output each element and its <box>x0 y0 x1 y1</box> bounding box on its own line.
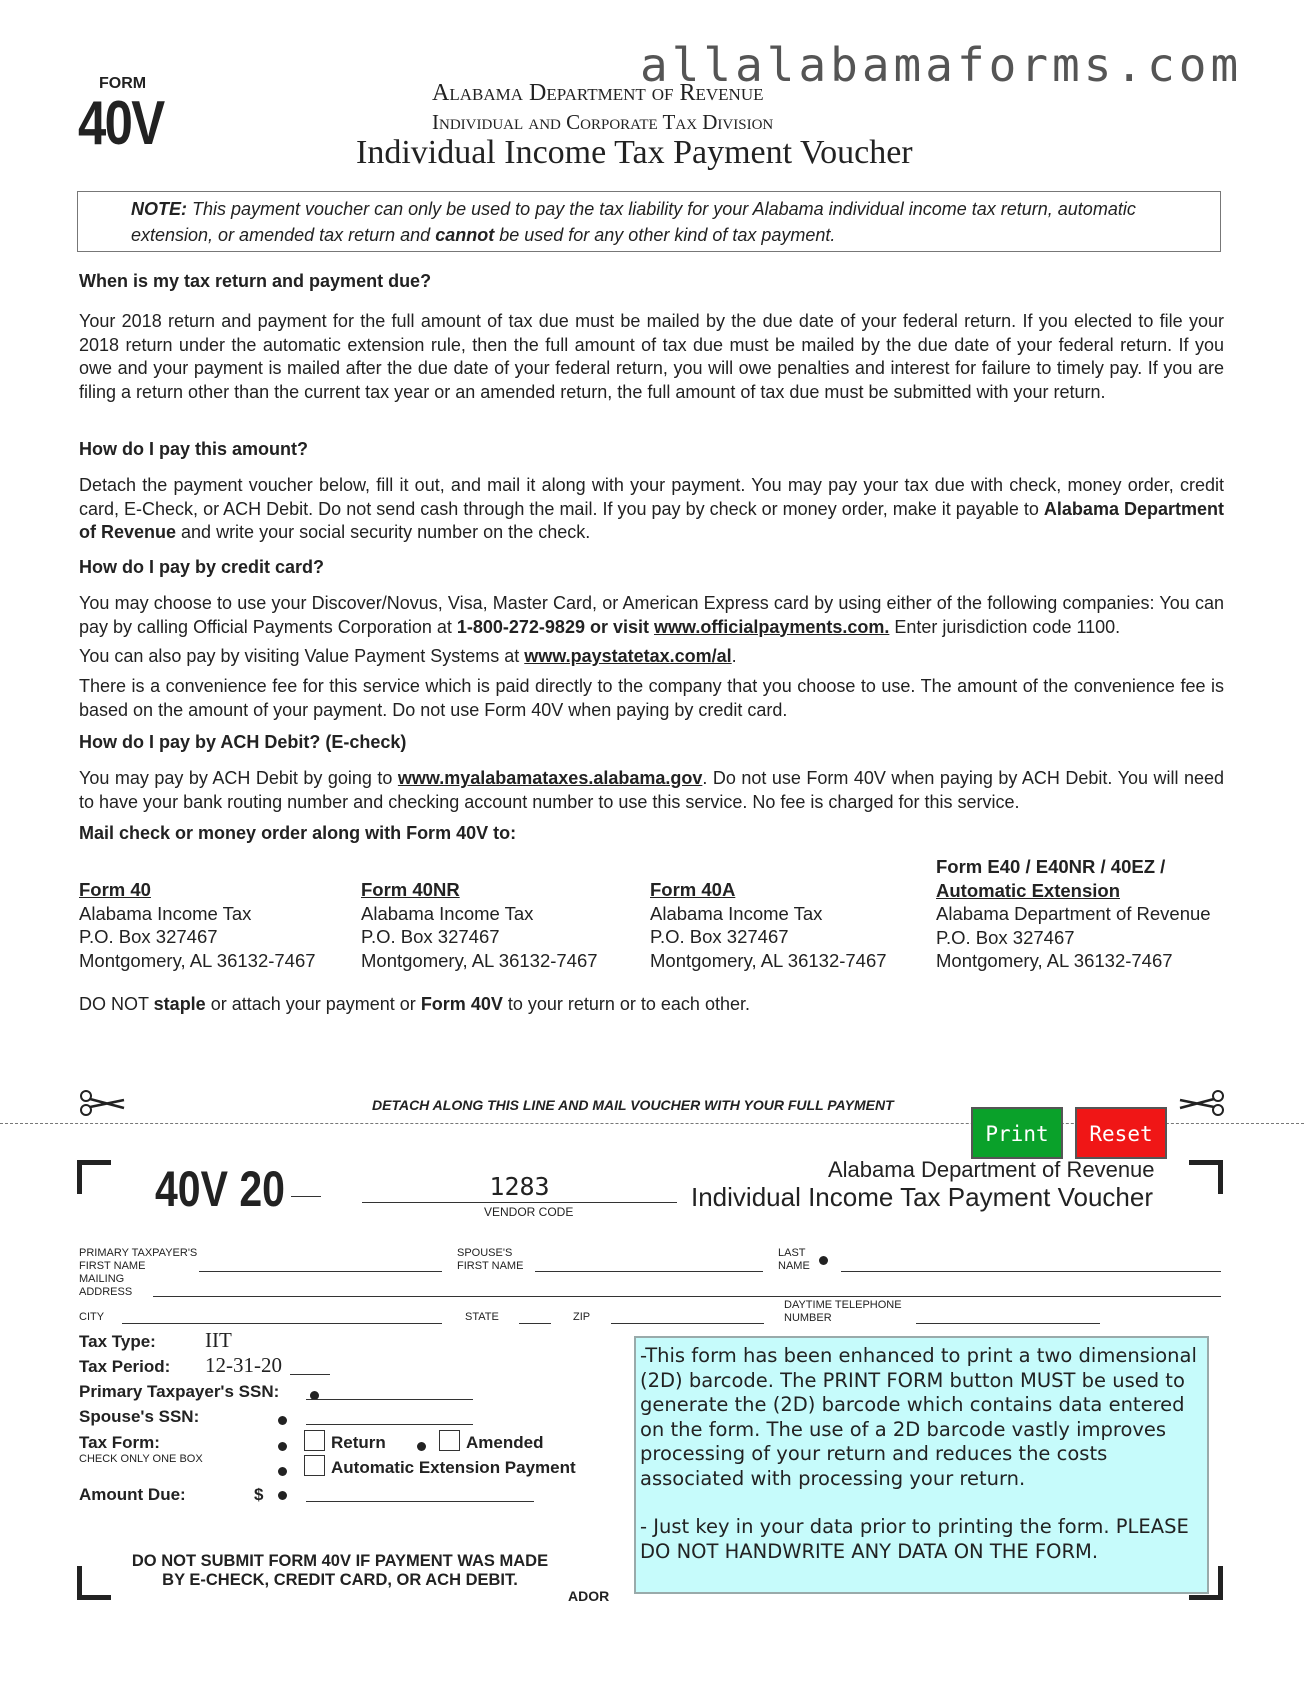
voucher-title: Individual Income Tax Payment Voucher <box>691 1182 1154 1212</box>
ach-text: You may pay by ACH Debit by going to www.myalabamataxes.alabama.gov. Do not use Form 40V when paying by ACH Debit. You will need to have your bank routing number and checking account number to use this service. No fee is charged for this service. <box>79 768 1224 812</box>
credit-card-heading: How do I pay by credit card? <box>79 557 325 577</box>
page-title: Individual Income Tax Payment Voucher <box>356 134 913 171</box>
zip-field[interactable] <box>611 1323 764 1324</box>
spouse-ssn-label: Spouse's SSN: <box>79 1407 200 1426</box>
auto-extension-label: Automatic Extension Payment <box>331 1458 576 1477</box>
phone-field[interactable] <box>916 1323 1100 1324</box>
mail-address-form-40a: Form 40A Alabama Income Tax P.O. Box 327467 Montgomery, AL 36132-7467 <box>650 879 887 971</box>
site-watermark: allalabamaforms.com <box>640 38 1243 92</box>
mail-address-form-40: Form 40 Alabama Income Tax P.O. Box 327467 Montgomery, AL 36132-7467 <box>79 879 316 971</box>
city-label: CITY <box>79 1311 105 1323</box>
staple-warning: DO NOT staple or attach your payment or Form 40V to your return or to each other. <box>79 994 750 1014</box>
ador-label: ADOR <box>568 1588 610 1604</box>
last-name-field[interactable] <box>841 1271 1221 1272</box>
barcode-info-box: -This form has been enhanced to print a two dimensional (2D) barcode. The PRINT FORM button MUST be used to generate the (2D) barcode which contains data entered on the form. The use of a 2D barcode vastly improves processing of your return and reduces the costs associated with processing your return. - Just key in your data prior to printing the form. PLEASE DO NOT HANDWRITE ANY DATA ON THE FORM. <box>634 1336 1209 1594</box>
primary-first-name-label: PRIMARY TAXPAYER'S FIRST NAME <box>79 1247 198 1272</box>
form-number: 40V <box>78 89 164 158</box>
voucher-dept: Alabama Department of Revenue <box>828 1157 1155 1182</box>
tax-type-label: Tax Type: <box>79 1332 156 1351</box>
mailing-address-field[interactable] <box>153 1296 1221 1297</box>
official-payments-link[interactable]: www.officialpayments.com. <box>653 616 890 637</box>
zip-label: ZIP <box>573 1311 591 1323</box>
mail-heading: Mail check or money order along with Form 40V to: <box>79 823 517 843</box>
phone-label: DAYTIME TELEPHONE NUMBER <box>784 1299 902 1324</box>
value-payment-text: You can also pay by visiting Value Payment Systems at www.paystatetax.com/al. <box>79 646 737 666</box>
state-label: STATE <box>465 1311 499 1323</box>
pay-heading: How do I pay this amount? <box>79 439 308 459</box>
convenience-fee-text: There is a convenience fee for this service which is paid directly to the company that you choose to use. The amount of the convenience fee is based on the amount of your payment. Do not use Form 40V when paying by credit card. <box>79 676 1224 720</box>
department-name: Alabama Department of Revenue <box>432 80 764 106</box>
note-label: NOTE: <box>131 199 187 219</box>
paystatetax-link[interactable]: www.paystatetax.com/al <box>524 646 732 666</box>
mail-address-extension: Form E40 / E40NR / 40EZ / Automatic Extension Alabama Department of Revenue P.O. Box 327467 Montgomery, AL 36132-7467 <box>936 856 1211 971</box>
amount-due-field[interactable] <box>306 1501 534 1502</box>
reset-button[interactable]: Reset <box>1075 1107 1167 1159</box>
auto-extension-checkbox[interactable] <box>304 1455 325 1476</box>
primary-first-name-field[interactable] <box>199 1271 442 1272</box>
amended-checkbox[interactable] <box>439 1430 460 1451</box>
primary-ssn-label: Primary Taxpayer's SSN: <box>79 1382 280 1401</box>
due-heading: When is my tax return and payment due? <box>79 271 432 291</box>
primary-ssn-field[interactable] <box>306 1399 473 1400</box>
mailing-address-label: MAILING ADDRESS <box>79 1273 133 1298</box>
required-dot <box>819 1256 828 1265</box>
note-text: NOTE: This payment voucher can only be used to pay the tax liability for your Alabama individual income tax return, automatic extension, or amended tax return and cannot be used for any other kind of tax payment. <box>131 199 1136 245</box>
return-label: Return <box>331 1433 386 1452</box>
vendor-code-label: VENDOR CODE <box>484 1205 574 1219</box>
amount-due-label: Amount Due: <box>79 1485 186 1504</box>
vendor-code-field: 1283 <box>362 1172 677 1203</box>
corner-mark <box>77 1160 111 1194</box>
scissors-icon <box>1178 1088 1226 1123</box>
amended-label: Amended <box>466 1433 544 1452</box>
pay-text: Detach the payment voucher below, fill it out, and mail it along with your payment. You may pay your tax due with check, money order, credit card, E-Check, or ACH Debit. Do not send cash through the mail. If you pay by check or money order, make it payable to Alabama Department of Revenue and write your social security number on the check. <box>79 475 1224 542</box>
ach-heading: How do I pay by ACH Debit? (E-check) <box>79 732 407 752</box>
credit-card-text: You may choose to use your Discover/Novus, Visa, Master Card, or American Express card by using either of the following companies: You can pay by calling Official Payments Corporation at 1-800-272-9829 or visit www.officialpayments.com. Enter jurisdiction code 1100. <box>79 593 1224 637</box>
last-name-label: LAST NAME <box>778 1247 810 1272</box>
spouse-first-name-label: SPOUSE'S FIRST NAME <box>457 1247 524 1272</box>
spouse-ssn-field[interactable] <box>306 1424 473 1425</box>
tax-period-value: 12-31-20 <box>205 1353 282 1377</box>
required-dot <box>278 1467 287 1476</box>
required-dot <box>278 1416 287 1425</box>
submission-warning: DO NOT SUBMIT FORM 40V IF PAYMENT WAS MADE BY E-CHECK, CREDIT CARD, OR ACH DEBIT. <box>131 1552 549 1589</box>
tax-period-year-field[interactable] <box>290 1374 330 1375</box>
required-dot <box>278 1491 287 1500</box>
form-label: FORM <box>99 75 147 92</box>
state-field[interactable] <box>519 1323 551 1324</box>
required-dot <box>278 1442 287 1451</box>
detach-instruction: DETACH ALONG THIS LINE AND MAIL VOUCHER WITH YOUR FULL PAYMENT <box>372 1097 894 1113</box>
print-button[interactable]: Print <box>971 1107 1063 1159</box>
dollar-sign: $ <box>254 1485 264 1504</box>
tax-form-label: Tax Form: <box>79 1433 160 1452</box>
return-checkbox[interactable] <box>304 1430 325 1451</box>
corner-mark <box>1189 1160 1223 1194</box>
tax-type-value: IIT <box>205 1328 232 1352</box>
division-name: Individual and Corporate Tax Division <box>432 110 774 134</box>
spouse-first-name-field[interactable] <box>535 1271 763 1272</box>
tax-period-label: Tax Period: <box>79 1357 171 1376</box>
check-one-label: CHECK ONLY ONE BOX <box>79 1453 203 1465</box>
voucher-code: 40V 20 <box>155 1161 285 1217</box>
mail-address-form-40nr: Form 40NR Alabama Income Tax P.O. Box 327467 Montgomery, AL 36132-7467 <box>361 879 598 971</box>
year-field[interactable] <box>291 1196 321 1197</box>
myalabamataxes-link[interactable]: www.myalabamataxes.alabama.gov <box>397 768 703 788</box>
required-dot <box>417 1442 426 1451</box>
city-field[interactable] <box>122 1323 442 1324</box>
due-text: Your 2018 return and payment for the full amount of tax due must be mailed by the due date of your federal return. If you elected to file your 2018 return under the automatic extension rule, then the full amount of tax due must be mailed by the due date of your federal return. If you owe and your payment is mailed after the due date of your federal return, you will owe penalties and interest for failure to timely pay. If you are filing a return other than the current tax year or an amended return, the full amount of tax due must be submitted with your return. <box>79 311 1224 402</box>
scissors-icon <box>78 1088 126 1123</box>
